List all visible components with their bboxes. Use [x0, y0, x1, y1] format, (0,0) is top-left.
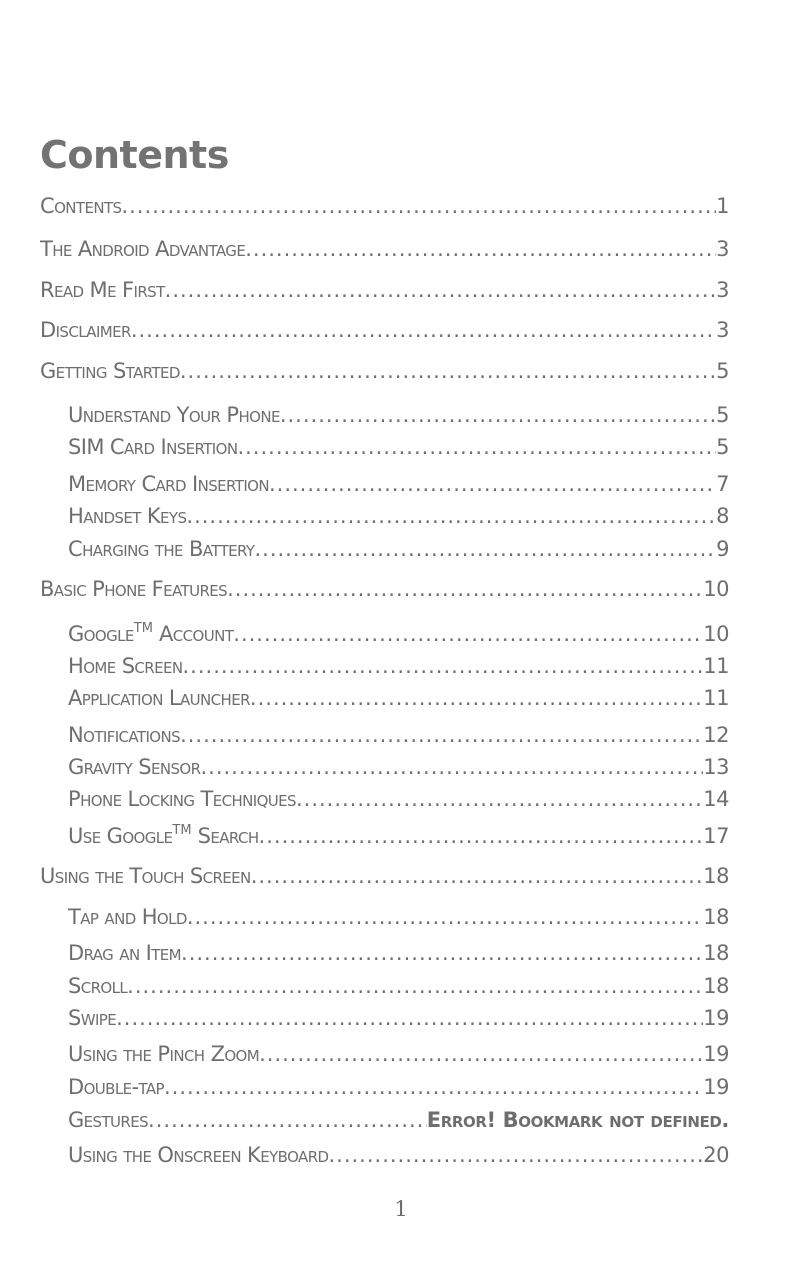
- toc-leader-dots: [254, 536, 716, 562]
- toc-leader-dots: [259, 823, 704, 849]
- toc-entry-page: 3: [716, 237, 729, 261]
- toc-entry-title-part: Account: [152, 622, 234, 646]
- toc-entry-title: Tap and Hold: [68, 905, 187, 929]
- toc-leader-dots: [200, 754, 703, 780]
- toc-leader-dots: [181, 940, 703, 966]
- toc-entry-title: The Android Advantage: [40, 237, 246, 261]
- toc-entry-page: 11: [703, 686, 729, 710]
- toc-entry[interactable]: [68, 754, 729, 780]
- toc-entry-page: 9: [716, 537, 729, 561]
- toc-entry-title: Swipe: [68, 1006, 117, 1030]
- toc-entry[interactable]: [68, 685, 729, 711]
- toc-entry-page: 8: [716, 504, 729, 528]
- toc-leader-dots: [245, 236, 716, 262]
- toc-entry-page: 18: [703, 864, 729, 888]
- toc-entry-page: 5: [716, 435, 729, 459]
- toc-leader-dots: [121, 193, 716, 219]
- toc-entry-title: Understand Your Phone: [68, 403, 280, 427]
- toc-entry-title: Notifications: [68, 723, 181, 747]
- toc-entry-page: 1: [716, 194, 729, 218]
- toc-entry-title: Charging the Battery: [68, 537, 255, 561]
- page-title: Contents: [40, 133, 229, 177]
- toc-entry[interactable]: [68, 786, 729, 812]
- toc-entry-title: Gravity Sensor: [68, 755, 201, 779]
- toc-entry[interactable]: [68, 434, 729, 460]
- toc-entry-page: 5: [716, 403, 729, 427]
- toc-entry-title: Read Me First: [40, 278, 165, 302]
- toc-entry-page: 3: [716, 318, 729, 342]
- trademark-superscript: TM: [172, 823, 192, 838]
- toc-leader-dots: [165, 277, 716, 303]
- toc-entry[interactable]: [68, 904, 729, 930]
- toc-entry-page: 19: [703, 1006, 729, 1030]
- toc-entry-title: Disclaimer: [40, 318, 131, 342]
- toc-entry-page: 10: [703, 622, 729, 646]
- toc-leader-dots: [186, 503, 716, 529]
- toc-leader-dots: [127, 973, 703, 999]
- toc-entry-title: Gestures: [68, 1108, 149, 1132]
- toc-leader-dots: [237, 434, 716, 460]
- toc-entry[interactable]: [68, 653, 729, 679]
- toc-entry-title: [68, 621, 233, 647]
- toc-entry[interactable]: [40, 193, 729, 219]
- toc-entry[interactable]: [40, 277, 729, 303]
- toc-entry[interactable]: [40, 576, 729, 602]
- toc-entry-page: 5: [716, 359, 729, 383]
- toc-entry[interactable]: [68, 973, 729, 999]
- toc-entry-title: Getting Started: [40, 359, 180, 383]
- toc-entry-page: 18: [703, 974, 729, 998]
- toc-entry-page: 12: [703, 723, 729, 747]
- toc-entry-title: Memory Card Insertion: [68, 472, 269, 496]
- toc-entry-title: Handset Keys: [68, 504, 187, 528]
- toc-leader-dots: [183, 653, 704, 679]
- toc-entry[interactable]: [68, 1041, 729, 1067]
- toc-entry-page: 14: [703, 787, 729, 811]
- toc-entry-title: Using the Onscreen Keyboard: [68, 1143, 329, 1167]
- toc-entry[interactable]: [68, 503, 729, 529]
- toc-entry-page: 10: [703, 577, 729, 601]
- toc-leader-dots: [296, 786, 703, 812]
- toc-entry[interactable]: [68, 1107, 729, 1133]
- toc-entry-page: 17: [703, 824, 729, 848]
- toc-entry[interactable]: [68, 621, 729, 647]
- toc-leader-dots: [269, 471, 716, 497]
- toc-leader-dots: [233, 621, 703, 647]
- toc-entry-title: Double-tap: [68, 1075, 164, 1099]
- toc-leader-dots: [116, 1005, 703, 1031]
- toc-entry-title: Drag an Item: [68, 941, 182, 965]
- toc-entry-title-part: Google: [68, 622, 134, 646]
- toc-leader-dots: [227, 576, 703, 602]
- toc-entry-page: 18: [703, 905, 729, 929]
- toc-entry-page: 13: [703, 755, 729, 779]
- toc-entry-title: Scroll: [68, 974, 128, 998]
- page-number: 1: [394, 1197, 408, 1221]
- toc-entry-page: 18: [703, 941, 729, 965]
- toc-entry-title: Using the Touch Screen: [40, 864, 251, 888]
- toc-entry[interactable]: [40, 358, 729, 384]
- toc-entry-title: Phone Locking Techniques: [68, 787, 296, 811]
- toc-entry-title: Basic Phone Features: [40, 577, 228, 601]
- toc-entry[interactable]: [68, 536, 729, 562]
- toc-entry-page: 20: [703, 1143, 729, 1167]
- toc-leader-dots: [280, 402, 716, 428]
- toc-entry-title: Home Screen: [68, 654, 183, 678]
- toc-entry-title: Contents: [40, 194, 122, 218]
- toc-entry[interactable]: [68, 1142, 729, 1168]
- toc-entry[interactable]: [68, 471, 729, 497]
- toc-leader-dots: [180, 358, 716, 384]
- toc-entry-page: 19: [703, 1042, 729, 1066]
- toc-leader-dots: [180, 722, 703, 748]
- toc-entry-page-error: Error! Bookmark not defined.: [426, 1108, 729, 1132]
- toc-leader-dots: [164, 1074, 703, 1100]
- toc-entry[interactable]: [68, 1005, 729, 1031]
- toc-entry-title: Using the Pinch Zoom: [68, 1042, 260, 1066]
- toc-entry[interactable]: [68, 940, 729, 966]
- toc-leader-dots: [251, 863, 704, 889]
- toc-entry[interactable]: [68, 722, 729, 748]
- toc-entry-page: 19: [703, 1075, 729, 1099]
- toc-leader-dots: [259, 1041, 703, 1067]
- toc-entry-title: [68, 823, 259, 849]
- toc-entry-page: 7: [716, 472, 729, 496]
- toc-entry[interactable]: [40, 863, 729, 889]
- toc-leader-dots: [250, 685, 703, 711]
- toc-entry-title-part: Use Google: [68, 824, 173, 848]
- toc-entry[interactable]: [68, 823, 729, 849]
- toc-entry[interactable]: [40, 317, 729, 343]
- toc-leader-dots: [148, 1107, 427, 1133]
- toc-entry-title-part: Search: [191, 824, 259, 848]
- toc-entry-title: Application Launcher: [68, 686, 250, 710]
- trademark-superscript: TM: [133, 621, 153, 636]
- toc-entry[interactable]: [40, 236, 729, 262]
- toc-leader-dots: [131, 317, 716, 343]
- toc-leader-dots: [187, 904, 703, 930]
- toc-entry[interactable]: [68, 1074, 729, 1100]
- toc-entry[interactable]: [68, 402, 729, 428]
- toc-entry-page: 11: [703, 654, 729, 678]
- toc-entry-page: 3: [716, 278, 729, 302]
- toc-leader-dots: [328, 1142, 703, 1168]
- toc-entry-title: SIM Card Insertion: [68, 435, 238, 459]
